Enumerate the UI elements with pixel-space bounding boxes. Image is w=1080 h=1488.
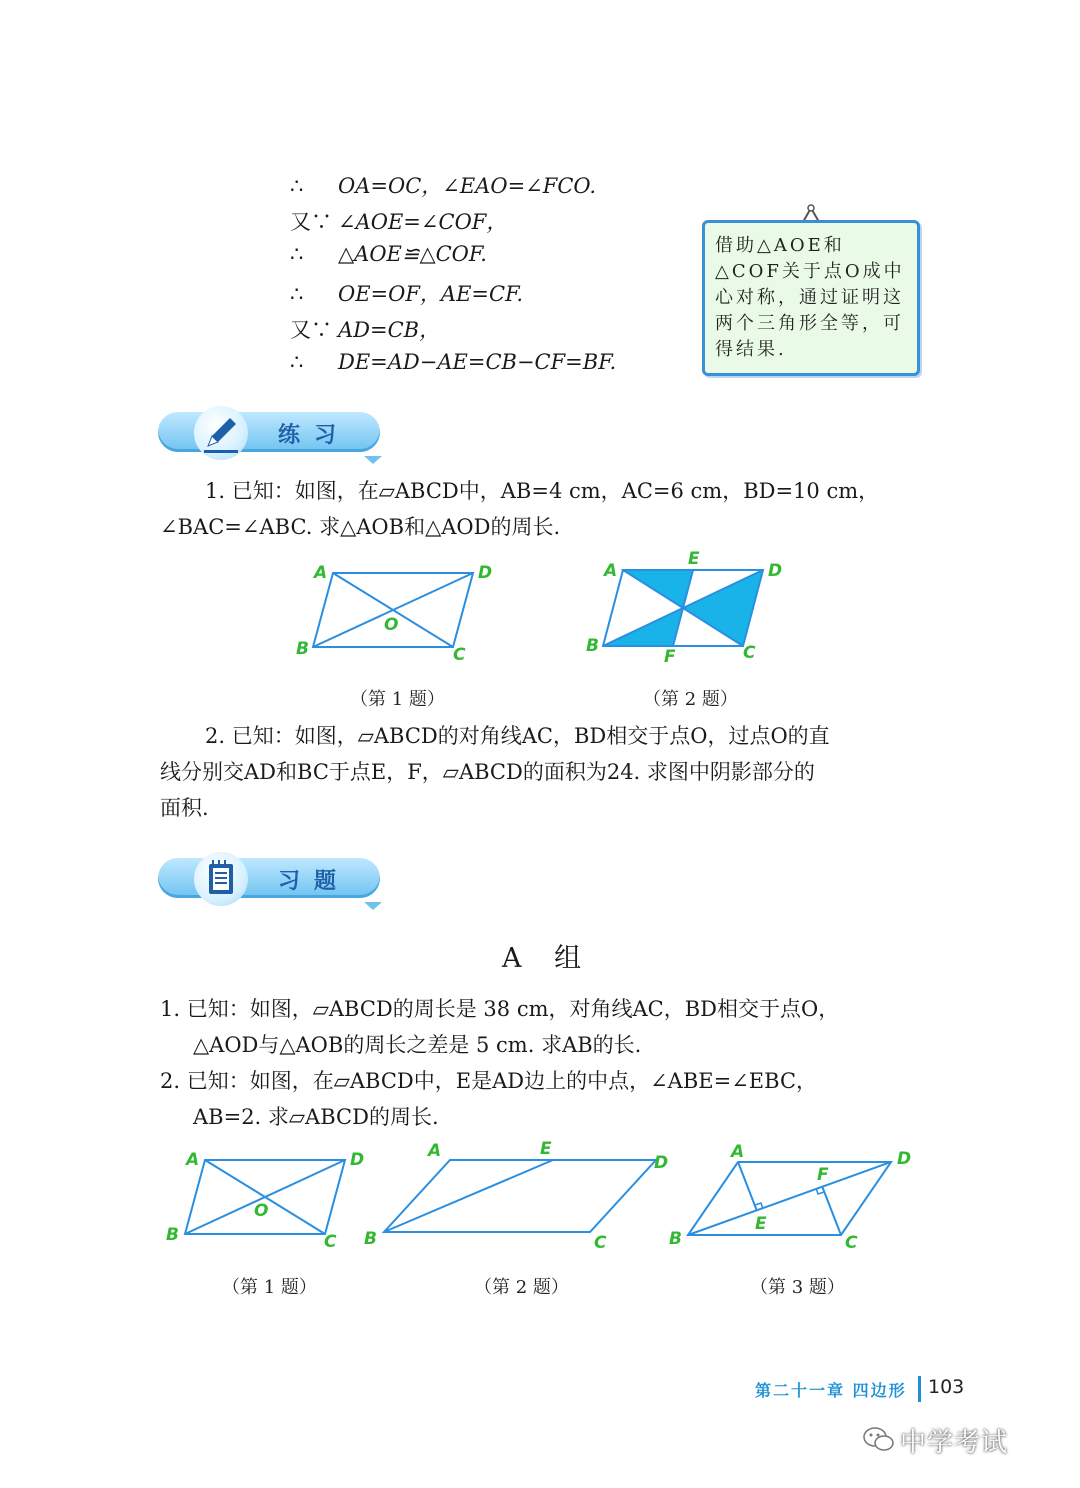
exercise-fig2-caption: （第 2 题） xyxy=(474,1277,569,1298)
proof-line-1 xyxy=(290,170,596,200)
diagonal-bd xyxy=(185,1160,345,1234)
diagonal-bd xyxy=(313,573,473,647)
exercise-figure-1 xyxy=(160,1140,380,1256)
label-d: D xyxy=(768,561,783,581)
exercise-fig1-caption: （第 1 题） xyxy=(222,1277,317,1298)
label-d: D xyxy=(350,1150,365,1170)
proof-line-6 xyxy=(290,350,616,374)
group-title: A 组 xyxy=(502,943,594,974)
label-c: C xyxy=(845,1233,858,1253)
parallelogram xyxy=(384,1160,656,1232)
practice-fig1-caption: （第 1 题） xyxy=(350,689,445,710)
practice-title: 练习 xyxy=(278,423,351,448)
label-b: B xyxy=(166,1225,179,1245)
exercise-q2-line1: 2. 已知：如图，在▱ABCD中，E是AD边上的中点，∠ABE=∠EBC， xyxy=(160,1069,818,1093)
exercise-figure-2 xyxy=(360,1134,680,1254)
proof-text: OE=OF，AE=CF. xyxy=(338,282,524,306)
pencil-icon xyxy=(194,406,248,460)
proof-line-2 xyxy=(290,206,507,236)
proof-symbol: ∴ xyxy=(290,242,304,266)
chapter-title: 第二十一章 四边形 xyxy=(755,1381,907,1400)
proof-text: AD=CB， xyxy=(338,318,441,342)
label-c: C xyxy=(453,645,466,665)
exercise-q2-line2: AB=2. 求▱ABCD的周长. xyxy=(193,1105,439,1129)
label-b: B xyxy=(586,636,599,656)
wechat-icon xyxy=(862,1424,896,1454)
practice-q2-line1: 2. 已知：如图，▱ABCD的对角线AC，BD相交于点O，过点O的直 xyxy=(205,724,830,748)
label-a: A xyxy=(428,1141,442,1161)
label-b: B xyxy=(296,639,309,659)
practice-q1-line2: ∠BAC=∠ABC. 求△AOB和△AOD的周长. xyxy=(160,515,561,539)
proof-line-5 xyxy=(290,314,440,344)
shaded-triangle xyxy=(683,570,763,646)
perpendicular-ae xyxy=(738,1162,757,1211)
label-b: B xyxy=(364,1229,377,1249)
practice-q2-line3: 面积. xyxy=(160,796,209,820)
label-d: D xyxy=(897,1149,912,1169)
proof-symbol: ∴ xyxy=(290,174,304,198)
label-d: D xyxy=(654,1153,669,1173)
practice-q1-line1: 1. 已知：如图，在▱ABCD中，AB=4 cm，AC=6 cm，BD=10 cm， xyxy=(205,479,880,503)
label-a: A xyxy=(186,1150,200,1170)
proof-symbol: 又∵ xyxy=(290,210,332,234)
proof-text: OA=OC，∠EAO=∠FCO. xyxy=(338,174,597,198)
label-o: O xyxy=(384,615,399,635)
practice-figure-1 xyxy=(290,556,510,668)
line-be xyxy=(384,1160,553,1232)
label-a: A xyxy=(604,561,618,581)
label-c: C xyxy=(324,1232,337,1252)
footer-divider xyxy=(918,1376,921,1402)
label-e: E xyxy=(540,1139,552,1159)
practice-banner xyxy=(158,412,380,456)
label-f: F xyxy=(817,1165,829,1185)
label-a: A xyxy=(314,563,328,583)
exercise-fig3-caption: （第 3 题） xyxy=(750,1277,845,1298)
banner-circle xyxy=(194,852,248,906)
label-d: D xyxy=(478,563,493,583)
banner-arrow xyxy=(364,456,382,464)
watermark-text: 中学考试 xyxy=(900,1428,1009,1458)
label-e: E xyxy=(688,549,700,569)
exercise-figure-3 xyxy=(665,1140,915,1256)
proof-text: △AOE≌△COF. xyxy=(338,242,487,266)
label-a: A xyxy=(731,1142,745,1162)
label-e: E xyxy=(755,1214,767,1234)
banner-arrow xyxy=(364,902,382,910)
proof-line-3 xyxy=(290,242,487,266)
proof-line-4 xyxy=(290,278,523,308)
label-o: O xyxy=(254,1201,269,1221)
label-f: F xyxy=(664,647,676,667)
exercises-banner xyxy=(158,858,380,902)
practice-figure-2 xyxy=(580,548,810,668)
label-c: C xyxy=(594,1233,607,1253)
perpendicular-cf xyxy=(822,1186,841,1235)
proof-symbol: 又∵ xyxy=(290,318,332,342)
side-note xyxy=(702,220,920,376)
label-c: C xyxy=(743,643,756,663)
page-number: 103 xyxy=(928,1376,965,1398)
proof-symbol: ∴ xyxy=(290,350,304,374)
side-note-text: 借助△AOE和△COF关于点O成中心对称，通过证明这两个三角形全等，可得结果. xyxy=(715,235,905,360)
notebook-icon xyxy=(194,852,248,906)
banner-circle xyxy=(194,406,248,460)
exercise-q1-line2: △AOD与△AOB的周长之差是 5 cm. 求AB的长. xyxy=(193,1033,642,1057)
proof-text: DE=AD−AE=CB−CF=BF. xyxy=(338,350,617,374)
proof-symbol: ∴ xyxy=(290,282,304,306)
proof-text: ∠AOE=∠COF， xyxy=(338,210,508,234)
diagonal-bd xyxy=(688,1162,891,1235)
exercise-q1-line1: 1. 已知：如图，▱ABCD的周长是 38 cm，对角线AC，BD相交于点O， xyxy=(160,997,840,1021)
practice-q2-line2: 线分别交AD和BC于点E，F，▱ABCD的面积为24. 求图中阴影部分的 xyxy=(160,760,815,784)
exercises-title: 习题 xyxy=(278,869,351,894)
label-b: B xyxy=(669,1229,682,1249)
practice-fig2-caption: （第 2 题） xyxy=(643,689,738,710)
